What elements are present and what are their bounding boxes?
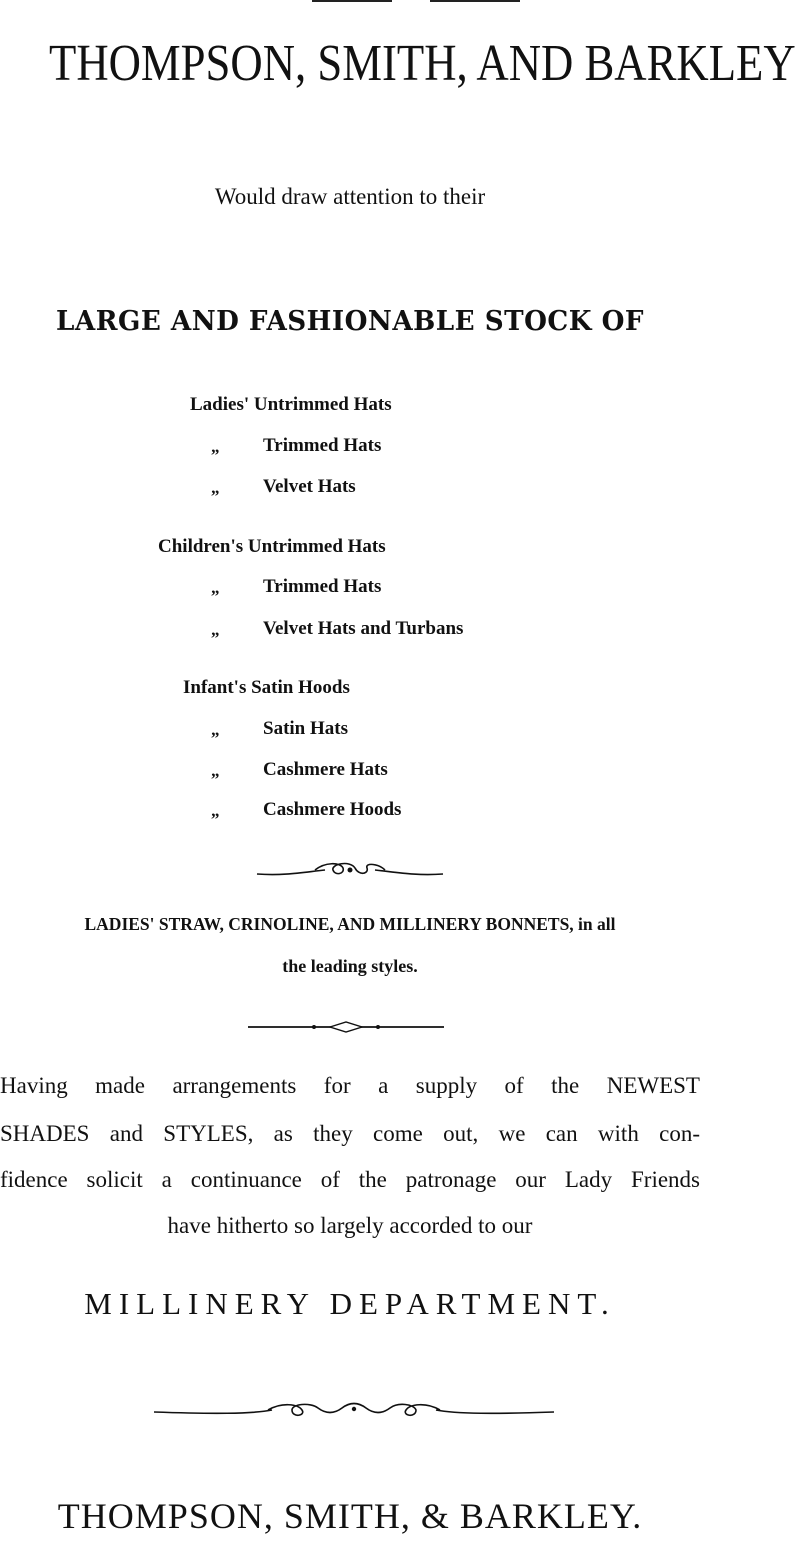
bonnets-line: the leading styles. bbox=[282, 956, 418, 976]
department-heading: MILLINERY DEPARTMENT. bbox=[84, 1286, 616, 1321]
bonnets-line: LADIES' STRAW, CRINOLINE, AND MILLINERY BONNETS, in all bbox=[84, 914, 616, 934]
firm-name-heading: THOMPSON, SMITH, AND BARKLEY bbox=[49, 35, 796, 92]
ornamental-divider bbox=[255, 858, 445, 884]
ditto-mark: „ bbox=[211, 578, 220, 597]
announcement-line: fidence solicit a continuance of the patronage our Lady Friends bbox=[0, 1167, 700, 1192]
ornamental-divider bbox=[246, 1019, 446, 1035]
list-item: Trimmed Hats bbox=[263, 576, 382, 597]
ornamental-divider bbox=[152, 1398, 556, 1424]
announcement-line: SHADES and STYLES, as they come out, we can with con- bbox=[0, 1121, 700, 1146]
ditto-mark: „ bbox=[211, 720, 220, 739]
ditto-mark: „ bbox=[211, 801, 220, 820]
ditto-mark: „ bbox=[211, 437, 220, 456]
list-item: Velvet Hats bbox=[263, 476, 356, 497]
top-rule bbox=[430, 0, 520, 2]
list-item-lead: Infant's Satin Hoods bbox=[183, 677, 350, 698]
footer-firm-name: THOMPSON, SMITH, & BARKLEY. bbox=[57, 1496, 643, 1536]
ditto-mark: „ bbox=[211, 761, 220, 780]
list-item: Cashmere Hats bbox=[263, 759, 388, 780]
top-rule bbox=[312, 0, 392, 2]
list-item: Velvet Hats and Turbans bbox=[263, 618, 464, 639]
list-item-lead: Ladies' Untrimmed Hats bbox=[190, 394, 392, 415]
stock-heading: LARGE AND FASHIONABLE STOCK OF bbox=[56, 306, 644, 337]
list-item: Trimmed Hats bbox=[263, 435, 382, 456]
list-item: Satin Hats bbox=[263, 718, 348, 739]
announcement-line: have hitherto so largely accorded to our bbox=[167, 1213, 533, 1238]
ditto-mark: „ bbox=[211, 620, 220, 639]
list-item-lead: Children's Untrimmed Hats bbox=[158, 536, 386, 557]
announcement-line: Having made arrangements for a supply of the NEWEST bbox=[0, 1073, 700, 1098]
ditto-mark: „ bbox=[211, 478, 220, 497]
intro-text: Would draw attention to their bbox=[214, 184, 486, 209]
list-item: Cashmere Hoods bbox=[263, 799, 402, 820]
